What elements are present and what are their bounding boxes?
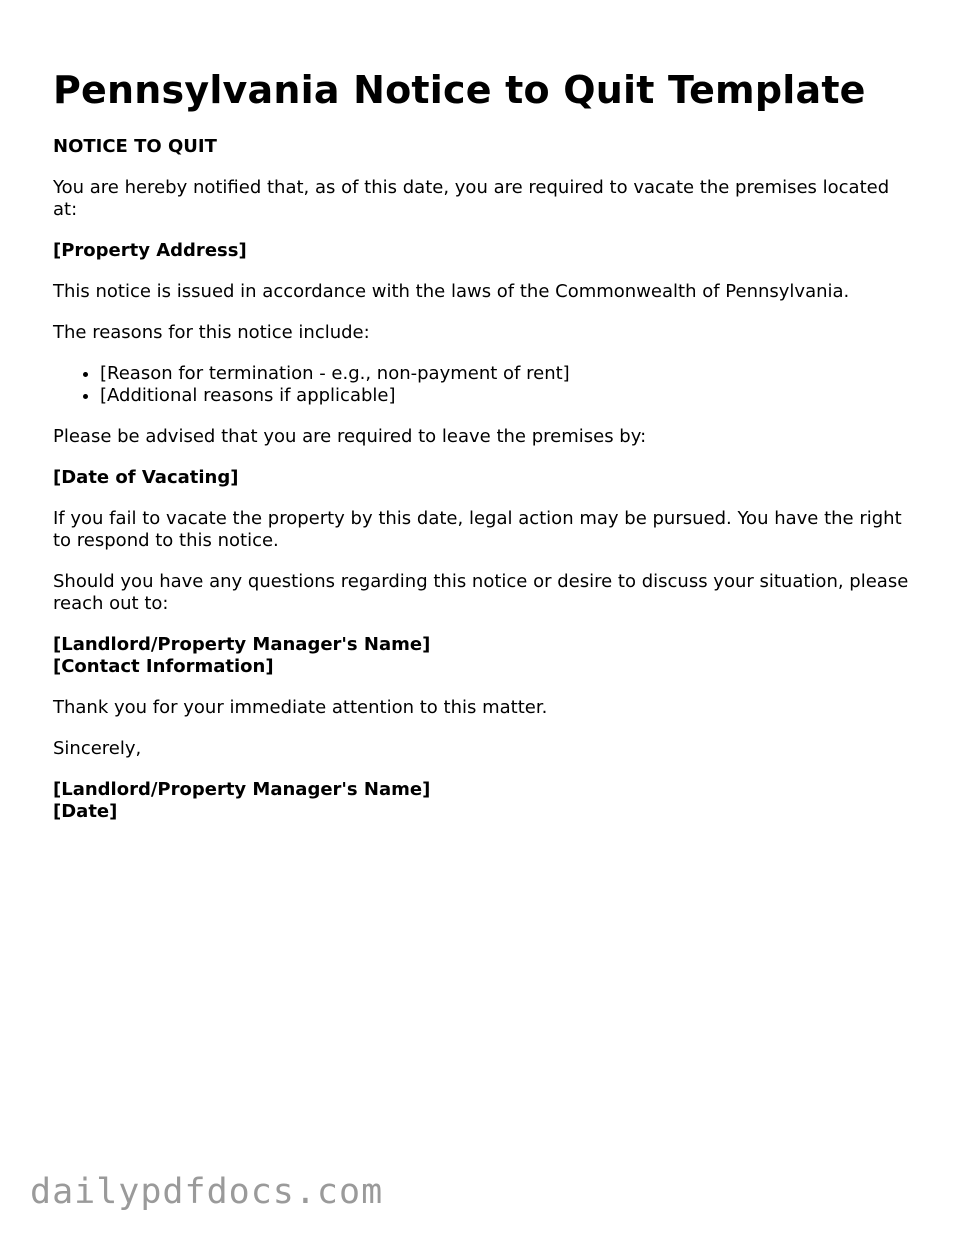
contact-info-placeholder: [Contact Information]	[53, 656, 274, 677]
reasons-intro: The reasons for this notice include:	[53, 322, 370, 343]
notice-heading: NOTICE TO QUIT	[53, 136, 217, 157]
signature-name-placeholder: [Landlord/Property Manager's Name]	[53, 779, 431, 800]
property-address-placeholder: [Property Address]	[53, 240, 247, 261]
document-page	[53, 62, 913, 842]
closing: Sincerely,	[53, 738, 142, 759]
thanks-paragraph: Thank you for your immediate attention to this matter.	[53, 697, 548, 718]
date-of-vacating-placeholder: [Date of Vacating]	[53, 467, 239, 488]
intro-paragraph: You are hereby notified that, as of this date, you are required to vacate the premises located at:	[53, 177, 890, 220]
questions-statement: Should you have any questions regarding this notice or desire to discuss your situation, please reach out to:	[53, 571, 909, 614]
signature-block	[53, 779, 913, 823]
signature-date-placeholder: [Date]	[53, 801, 118, 822]
list-item: • [Additional reasons if applicable]	[100, 385, 913, 407]
contact-block	[53, 634, 913, 678]
vacate-statement: Please be advised that you are required to leave the premises by:	[53, 426, 647, 447]
law-statement: This notice is issued in accordance with the laws of the Commonwealth of Pennsylvania.	[53, 281, 850, 302]
reasons-list	[53, 363, 913, 407]
contact-name-placeholder: [Landlord/Property Manager's Name]	[53, 634, 431, 655]
watermark: dailypdfdocs.com	[30, 1172, 384, 1212]
list-item: • [Reason for termination - e.g., non-payment of rent]	[100, 363, 913, 385]
document-title: Pennsylvania Notice to Quit Template	[53, 68, 866, 112]
legal-warning: If you fail to vacate the property by this date, legal action may be pursued. You have the right to respond to this notice.	[53, 508, 902, 551]
